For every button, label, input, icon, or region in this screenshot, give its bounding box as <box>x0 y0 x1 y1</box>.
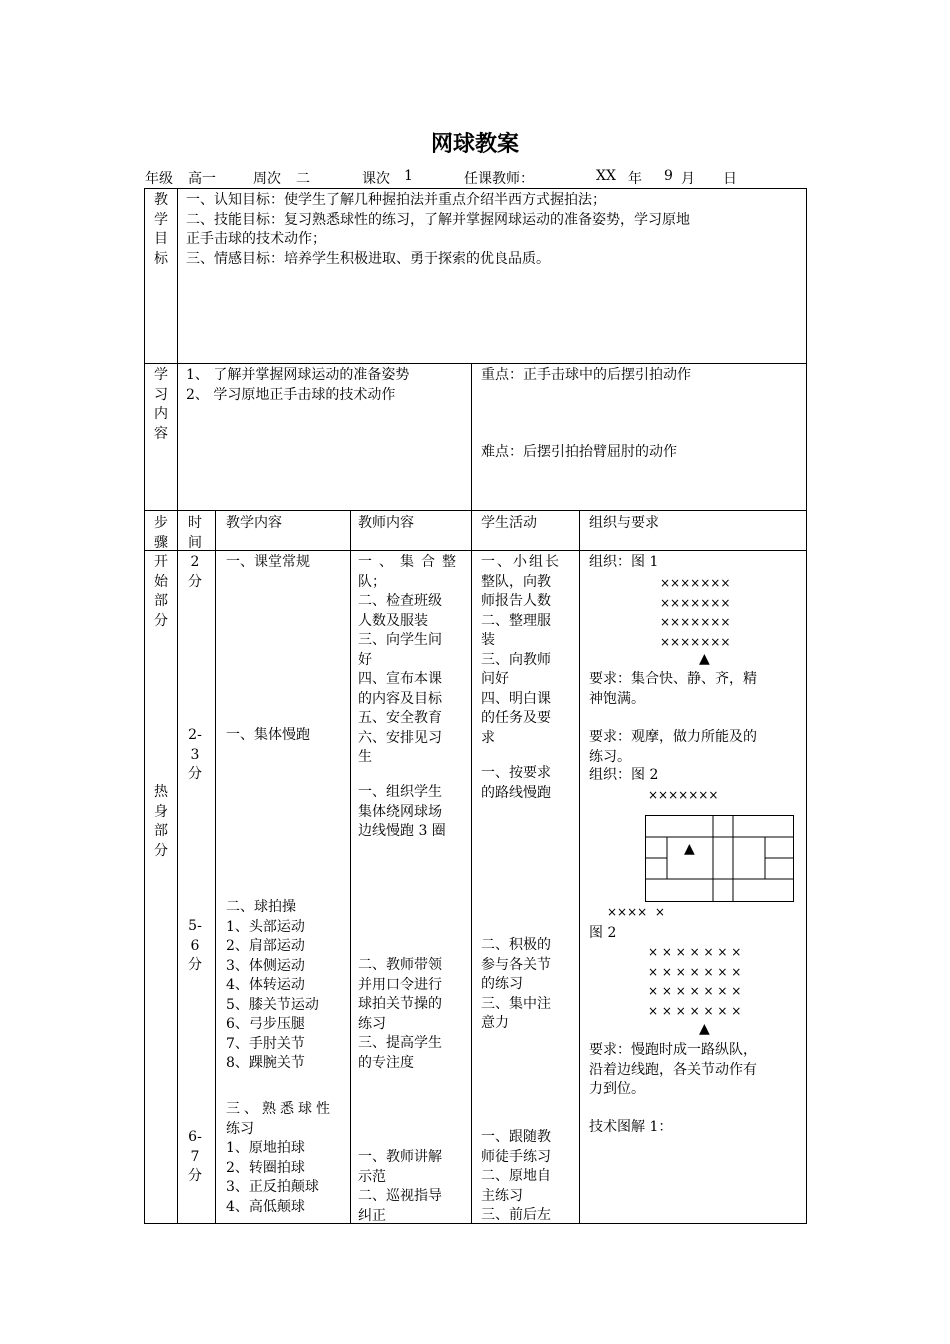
teaching-ball: 三、熟悉球性 练习 1、原地拍球 2、转圈拍球 3、正反拍颠球 4、高低颠球 <box>226 1101 334 1215</box>
teaching-jog: 一、集体慢跑 <box>226 727 310 743</box>
column-divider <box>579 510 580 1224</box>
grade-value: 高一 <box>188 171 216 187</box>
col-time: 时 间 <box>188 515 202 551</box>
column-divider <box>177 188 178 1224</box>
teacher-position-icon: ▲ <box>684 841 695 857</box>
row-divider <box>144 510 807 511</box>
lesson-value: 1 <box>404 168 413 184</box>
teacher-label: 任课教师： <box>464 171 534 187</box>
org-req-2: 要求：观摩，做力所能及的 练习。 <box>589 729 757 765</box>
col-teaching: 教学内容 <box>226 515 282 531</box>
teacher-position-icon: ▲ <box>699 651 710 667</box>
time-3: 5- 6 分 <box>188 918 202 973</box>
teaching-routine: 一、课堂常规 <box>226 554 310 570</box>
column-divider <box>471 510 472 1224</box>
week-value: 二 <box>296 171 310 187</box>
teacher-position-icon: ▲ <box>699 1021 710 1037</box>
student-block-1: 一、小组长 整队，向教 师报告人数 二、整理服 装 三、向教师 问好 四、明白课 的任务及要 求 <box>481 554 561 746</box>
difficulty: 难点：后摆引拍抬臂屈肘的动作 <box>481 444 677 460</box>
col-teacher: 教师内容 <box>358 515 414 531</box>
date-year: XX <box>596 168 616 184</box>
page-title: 网球教案 <box>430 132 519 157</box>
lesson-label: 课次 <box>362 171 390 187</box>
student-block-2: 一、按要求 的路线慢跑 <box>481 765 551 801</box>
org-fig2-label: 组织：图 2 <box>589 767 659 783</box>
column-divider <box>350 510 351 1224</box>
teacher-block-4: 一、教师讲解 示范 二、巡视指导 纠正 <box>358 1149 442 1224</box>
org-fig2-bottom-row: ×××× × <box>607 905 665 919</box>
tennis-court-diagram <box>645 815 795 903</box>
table-border-right <box>806 188 807 1224</box>
time-1: 2 分 <box>188 554 202 590</box>
table-border-bottom <box>144 1223 807 1224</box>
content-label: 学 习 内 容 <box>154 367 168 442</box>
table-border-top <box>144 188 807 189</box>
org-req-1: 要求：集合快、静、齐，精 神饱满。 <box>589 671 757 707</box>
table-border-left <box>144 188 145 1224</box>
teacher-block-1: 一、集合整 队； 二、检查班级 人数及服装 三、向学生问 好 四、宣布本课 的内容及目标 五、安全教育 六、安排见习 生 <box>358 554 463 765</box>
org-fig2b-formation: × × × × × × × × × × × × × × × × × × × × × × × × × × × × <box>648 945 742 1018</box>
step-start: 开 始 部 分 <box>154 554 168 629</box>
teaching-racket: 二、球拍操 1、头部运动 2、肩部运动 3、体侧运动 4、体转运动 5、膝关节运动 6、弓步压腿 7、手肘关节 8、踝腕关节 <box>226 899 319 1071</box>
row-divider <box>144 550 807 551</box>
date-month-unit: 月 <box>681 171 695 187</box>
org-fig1-label: 组织：图 1 <box>589 554 659 570</box>
student-block-4: 一、跟随教 师徒手练习 二、原地自 主练习 三、前后左 <box>481 1129 551 1223</box>
teacher-block-2: 一、组织学生 集体绕网球场 边线慢跑 3 圈 <box>358 784 446 839</box>
org-fig2b-label: 图 2 <box>589 925 617 941</box>
col-step: 步 骤 <box>154 515 168 551</box>
step-warmup: 热 身 部 分 <box>154 784 168 859</box>
key-point: 重点：正手击球中的后摆引拍动作 <box>481 367 691 383</box>
org-req-3: 要求：慢跑时成一路纵队， 沿着边线跑，各关节动作有 力到位。 <box>589 1042 757 1097</box>
col-student: 学生活动 <box>481 515 537 531</box>
objectives-label: 教 学 目 标 <box>154 192 168 267</box>
time-4: 6- 7 分 <box>188 1129 202 1184</box>
column-divider <box>215 510 216 1224</box>
org-fig1-formation: ××××××× ××××××× ××××××× ××××××× <box>660 576 731 649</box>
content-items: 1、 了解并掌握网球运动的准备姿势 2、 学习原地正手击球的技术动作 <box>186 367 410 403</box>
date-day-unit: 日 <box>723 171 737 187</box>
org-tech-diagram-label: 技术图解 1： <box>589 1119 673 1135</box>
time-2: 2- 3 分 <box>188 727 202 782</box>
grade-label: 年级 <box>145 171 173 187</box>
row-divider <box>144 363 807 364</box>
date-month: 9 <box>664 168 673 184</box>
col-org: 组织与要求 <box>589 515 659 531</box>
student-block-3: 二、积极的 参与各关节 的练习 三、集中注 意力 <box>481 937 551 1031</box>
date-year-unit: 年 <box>628 171 642 187</box>
org-fig2-top-row: ××××××× <box>648 788 719 802</box>
teacher-block-3: 二、教师带领 并用口令进行 球拍关节操的 练习 三、提高学生 的专注度 <box>358 957 442 1071</box>
objectives-text: 一、认知目标：使学生了解几种握拍法并重点介绍半西方式握拍法； 二、技能目标：复习熟悉球性的练习，了解并掌握网球运动的准备姿势，学习原地 正手击球的技术动作； 三、情感目标：培养学生积极进取、勇于探索的优良品质。 <box>186 192 690 267</box>
week-label: 周次 <box>253 171 281 187</box>
